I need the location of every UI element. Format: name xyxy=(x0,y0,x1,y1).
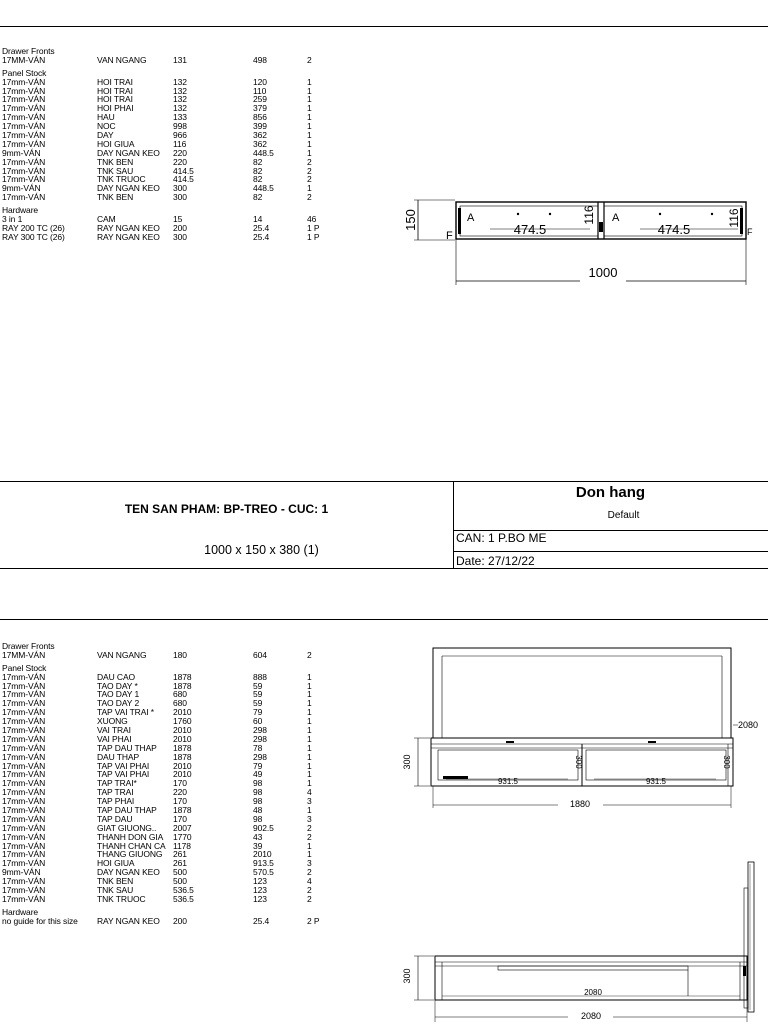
width-cell: 59 xyxy=(253,689,263,700)
material-cell: 17mm-VÁN xyxy=(2,689,46,700)
part-cell: VAI PHAI xyxy=(97,733,132,744)
length-cell: 180 xyxy=(173,649,187,660)
material-cell: RAY 200 TC (26) xyxy=(2,222,65,233)
material-cell: 17mm-VÁN xyxy=(2,885,46,896)
length-cell: 1770 xyxy=(173,831,192,842)
upper-drawing xyxy=(400,190,768,290)
part-cell: TAO DAY 1 xyxy=(97,689,140,700)
section-label: Hardware xyxy=(2,906,39,917)
qty-cell: 2 xyxy=(307,831,312,842)
qty-cell: 1 xyxy=(307,805,312,816)
width-cell: 399 xyxy=(253,121,267,132)
material-cell: 17mm-VÁN xyxy=(2,138,46,149)
material-cell: 17mm-VÁN xyxy=(2,85,46,96)
product-size: 1000 x 150 x 380 (1) xyxy=(204,543,319,557)
material-cell: 17mm-VÁN xyxy=(2,707,46,718)
qty-cell: 1 xyxy=(307,849,312,860)
mid-dim-2: 300 xyxy=(722,755,731,769)
section-label: Panel Stock xyxy=(2,662,47,673)
order-subtitle: Default xyxy=(607,510,640,521)
qty-cell: 1 xyxy=(307,769,312,780)
material-cell: 17MM-VÁN xyxy=(2,54,46,65)
title-block-bottom xyxy=(0,568,768,569)
width-cell: 123 xyxy=(253,893,267,904)
width-cell: 379 xyxy=(253,103,267,114)
table-row xyxy=(2,54,312,65)
tag-f-right: F xyxy=(747,227,753,237)
material-cell: 17mm-VÁN xyxy=(2,760,46,771)
material-cell: 17mm-VÁN xyxy=(2,813,46,824)
width-cell: 298 xyxy=(253,751,267,762)
qty-cell: 1 xyxy=(307,760,312,771)
qty-cell: 2 xyxy=(307,174,312,185)
length-cell: 1178 xyxy=(173,840,191,851)
length-cell: 15 xyxy=(173,214,183,225)
table-row xyxy=(2,649,312,660)
part-cell: VAI TRAI xyxy=(97,725,131,736)
width-cell: 78 xyxy=(253,742,263,753)
part-cell: VAN NGANG xyxy=(97,54,147,65)
part-cell: THANH CHAN CA xyxy=(97,840,166,851)
material-cell: 17mm-VÁN xyxy=(2,849,46,860)
width-cell: 59 xyxy=(253,680,263,691)
width-cell: 25.4 xyxy=(253,231,270,242)
part-cell: CAM xyxy=(97,214,116,225)
length-cell: 966 xyxy=(173,130,187,141)
order-title: Don hang xyxy=(575,484,646,501)
width-cell: 39 xyxy=(253,840,263,851)
part-cell: TAP DAU THAP xyxy=(97,742,157,753)
length-cell: 680 xyxy=(173,698,187,709)
width-cell: 98 xyxy=(253,787,263,798)
length-cell: 132 xyxy=(173,94,187,105)
part-cell: TAP DAU THAP xyxy=(97,805,157,816)
material-cell: 9mm-VÁN xyxy=(2,867,41,878)
width-cell: 110 xyxy=(253,85,267,96)
material-cell: 17mm-VÁN xyxy=(2,858,46,869)
material-cell: 17mm-VÁN xyxy=(2,725,46,736)
qty-cell: 3 xyxy=(307,858,312,869)
qty-cell: 1 xyxy=(307,778,312,789)
width-cell: 25.4 xyxy=(253,915,270,926)
width-cell: 902.5 xyxy=(253,822,274,833)
length-cell: 200 xyxy=(173,915,187,926)
qty-cell: 1 xyxy=(307,121,312,132)
qty-cell: 1 P xyxy=(307,222,320,233)
part-cell: TAP TRAI* xyxy=(97,778,137,789)
length-cell: 414.5 xyxy=(173,174,194,185)
part-cell: TAP PHAI xyxy=(97,796,135,807)
qty-cell: 1 xyxy=(307,147,312,158)
qty-cell: 1 xyxy=(307,725,312,736)
length-cell: 131 xyxy=(173,54,187,65)
width-cell: 913.5 xyxy=(253,858,274,869)
material-cell: 17mm-VÁN xyxy=(2,165,46,176)
qty-cell: 2 xyxy=(307,156,312,167)
material-cell: 17mm-VÁN xyxy=(2,174,46,185)
material-cell: 17mm-VÁN xyxy=(2,103,46,114)
table-row xyxy=(2,192,312,203)
width-cell: 82 xyxy=(253,174,263,185)
qty-cell: 1 xyxy=(307,138,312,149)
width-cell: 98 xyxy=(253,778,263,789)
length-cell: 536.5 xyxy=(173,893,194,904)
can-label: CAN: 1 P.BO ME xyxy=(456,531,547,545)
material-cell: 17mm-VÁN xyxy=(2,796,46,807)
part-cell: TAP VAI TRAI * xyxy=(97,707,155,718)
material-cell: RAY 300 TC (26) xyxy=(2,231,65,242)
width-cell: 888 xyxy=(253,671,267,682)
qty-cell: 1 xyxy=(307,680,312,691)
qty-cell: 1 xyxy=(307,733,312,744)
width-cell: 25.4 xyxy=(253,222,270,233)
width-cell: 82 xyxy=(253,192,263,203)
length-cell: 300 xyxy=(173,183,187,194)
width-cell: 856 xyxy=(253,112,267,123)
part-cell: TNK BEN xyxy=(97,156,134,167)
lower-front-view xyxy=(398,640,768,815)
length-cell: 500 xyxy=(173,867,187,878)
part-cell: DAY xyxy=(97,130,114,141)
part-cell: HOI TRAI xyxy=(97,76,133,87)
table-row xyxy=(2,915,320,926)
width-cell: 259 xyxy=(253,94,267,105)
part-cell: HAU xyxy=(97,112,115,123)
length-cell: 2010 xyxy=(173,769,192,780)
length-cell: 1878 xyxy=(173,742,192,753)
width-cell: 570.5 xyxy=(253,867,274,878)
height-dim: 150 xyxy=(403,209,418,231)
part-cell: HOI PHAI xyxy=(97,103,134,114)
table-row xyxy=(2,231,320,242)
material-cell: 17mm-VÁN xyxy=(2,822,46,833)
qty-cell: 1 xyxy=(307,94,312,105)
width-cell: 123 xyxy=(253,885,267,896)
length-cell: 170 xyxy=(173,796,187,807)
material-cell: 17mm-VÁN xyxy=(2,680,46,691)
part-cell: TAP TRAI xyxy=(97,787,134,798)
material-cell: 17mm-VÁN xyxy=(2,192,46,203)
qty-cell: 1 xyxy=(307,671,312,682)
material-cell: 17mm-VÁN xyxy=(2,76,46,87)
qty-cell: 1 xyxy=(307,76,312,87)
lower-side-view xyxy=(398,858,768,1024)
qty-cell: 2 xyxy=(307,885,312,896)
length-cell: 220 xyxy=(173,147,187,158)
mid-dim-1: 300 xyxy=(574,755,583,769)
part-cell: TAP DAU xyxy=(97,813,133,824)
length-cell: 1760 xyxy=(173,716,192,727)
section-label: Hardware xyxy=(2,205,39,216)
qty-cell: 1 xyxy=(307,707,312,718)
length-cell: 414.5 xyxy=(173,165,194,176)
width-cell: 448.5 xyxy=(253,147,274,158)
part-cell: TAP VAI PHAI xyxy=(97,760,150,771)
width-cell: 2010 xyxy=(253,849,272,860)
part-cell: NOC xyxy=(97,121,116,132)
material-cell: 3 in 1 xyxy=(2,214,23,225)
part-cell: TAO DAY * xyxy=(97,680,138,691)
qty-cell: 4 xyxy=(307,787,312,798)
qty-cell: 1 xyxy=(307,742,312,753)
width-cell: 98 xyxy=(253,813,263,824)
length-cell: 133 xyxy=(173,112,187,123)
part-cell: TNK BEN xyxy=(97,192,134,203)
width-dim: 1000 xyxy=(588,265,618,280)
material-cell: 17mm-VÁN xyxy=(2,751,46,762)
material-cell: 17mm-VÁN xyxy=(2,805,46,816)
material-cell: 17mm-VÁN xyxy=(2,733,46,744)
material-cell: 17mm-VÁN xyxy=(2,716,46,727)
material-cell: 17mm-VÁN xyxy=(2,893,46,904)
width-cell: 362 xyxy=(253,130,267,141)
material-cell: 17mm-VÁN xyxy=(2,698,46,709)
length-cell: 116 xyxy=(173,138,187,149)
part-cell: DAY NGAN KEO xyxy=(97,183,160,194)
width-cell: 79 xyxy=(253,760,263,771)
length-cell: 132 xyxy=(173,103,187,114)
length-cell: 1878 xyxy=(173,751,192,762)
part-cell: TAP VAI PHAI xyxy=(97,769,150,780)
length-cell: 2010 xyxy=(173,760,192,771)
length-cell: 170 xyxy=(173,778,187,789)
lower-cut-list xyxy=(2,641,320,926)
qty-cell: 1 xyxy=(307,130,312,141)
length-cell: 680 xyxy=(173,689,187,700)
material-cell: 17mm-VÁN xyxy=(2,121,46,132)
material-cell: 17mm-VÁN xyxy=(2,130,46,141)
qty-cell: 2 P xyxy=(307,915,320,926)
length-cell: 1878 xyxy=(173,671,192,682)
part-cell: XUONG xyxy=(97,716,128,727)
qty-cell: 1 xyxy=(307,103,312,114)
length-cell: 261 xyxy=(173,858,187,869)
qty-cell: 3 xyxy=(307,813,312,824)
width-cell: 604 xyxy=(253,649,267,660)
width-cell: 59 xyxy=(253,698,263,709)
length-cell: 220 xyxy=(173,787,187,798)
material-cell: 17mm-VÁN xyxy=(2,840,46,851)
part-cell: TNK TRUOC xyxy=(97,174,146,185)
tag-a-right: A xyxy=(612,212,620,224)
qty-cell: 1 xyxy=(307,840,312,851)
qty-cell: 2 xyxy=(307,822,312,833)
width-cell: 48 xyxy=(253,805,263,816)
part-cell: HOI TRAI xyxy=(97,85,133,96)
part-cell: RAY NGAN KEO xyxy=(97,231,160,242)
length-cell: 998 xyxy=(173,121,187,132)
qty-cell: 1 P xyxy=(307,231,320,242)
length-cell: 2010 xyxy=(173,725,192,736)
lower-sheet-top xyxy=(0,619,768,620)
top-border xyxy=(0,26,768,27)
qty-cell: 3 xyxy=(307,796,312,807)
qty-cell: 1 xyxy=(307,751,312,762)
section-label: Drawer Fronts xyxy=(2,641,55,651)
part-cell: RAY NGAN KEO xyxy=(97,222,160,233)
length-cell: 300 xyxy=(173,192,187,203)
part-cell: TNK BEN xyxy=(97,876,134,887)
width-cell: 82 xyxy=(253,156,263,167)
width-cell: 98 xyxy=(253,796,263,807)
material-cell: 17mm-VÁN xyxy=(2,769,46,780)
qty-cell: 2 xyxy=(307,192,312,203)
part-cell: THANG GIUONG xyxy=(97,849,163,860)
part-cell: TNK SAU xyxy=(97,885,134,896)
section-label: Panel Stock xyxy=(2,67,47,78)
part-cell: TAO DAY 2 xyxy=(97,698,140,709)
width-cell: 498 xyxy=(253,54,267,65)
part-cell: RAY NGAN KEO xyxy=(97,915,160,926)
qty-cell: 2 xyxy=(307,649,312,660)
length-cell: 2010 xyxy=(173,707,192,718)
qty-cell: 1 xyxy=(307,183,312,194)
part-cell: DAY NGAN KEO xyxy=(97,147,160,158)
length-cell: 1878 xyxy=(173,805,192,816)
material-cell: 17mm-VÁN xyxy=(2,831,46,842)
width-dim-side: 2080 xyxy=(580,1011,602,1021)
part-cell: TNK SAU xyxy=(97,165,134,176)
qty-cell: 1 xyxy=(307,85,312,96)
bay2-dim: 931.5 xyxy=(645,777,667,786)
product-name: TEN SAN PHAM: BP-TREO - CUC: 1 xyxy=(124,502,329,516)
width-cell: 49 xyxy=(253,769,263,780)
material-cell: 17mm-VÁN xyxy=(2,156,46,167)
part-cell: THANH DON GIA xyxy=(97,831,164,842)
qty-cell: 2 xyxy=(307,893,312,904)
width-cell: 60 xyxy=(253,716,263,727)
length-cell: 1878 xyxy=(173,680,192,691)
right-bay-dim: 474.5 xyxy=(657,222,691,237)
base-height-dim: 300 xyxy=(402,754,412,770)
width-cell: 123 xyxy=(253,876,267,887)
length-cell: 500 xyxy=(173,876,187,887)
part-cell: DAY NGAN KEO xyxy=(97,867,160,878)
qty-cell: 2 xyxy=(307,867,312,878)
length-cell: 132 xyxy=(173,85,187,96)
left-bay-dim: 474.5 xyxy=(513,222,547,237)
length-cell: 300 xyxy=(173,231,187,242)
length-cell: 200 xyxy=(173,222,187,233)
width-cell: 448.5 xyxy=(253,183,274,194)
upper-cut-list xyxy=(2,46,320,242)
qty-cell: 46 xyxy=(307,214,317,225)
length-cell: 132 xyxy=(173,76,187,87)
width-cell: 298 xyxy=(253,733,267,744)
overall-height-dim: 2080 xyxy=(738,720,759,730)
section-label: Drawer Fronts xyxy=(2,46,55,56)
mid-dim: 116 xyxy=(582,205,596,225)
bay1-dim: 931.5 xyxy=(497,777,519,786)
width-dim-front: 1880 xyxy=(569,799,591,809)
length-cell: 2007 xyxy=(173,822,192,833)
material-cell: no guide for this size xyxy=(2,915,78,926)
width-cell: 14 xyxy=(253,214,263,225)
length-cell: 261 xyxy=(173,849,187,860)
qty-cell: 1 xyxy=(307,698,312,709)
qty-cell: 1 xyxy=(307,112,312,123)
part-cell: DAU THAP xyxy=(97,751,140,762)
tag-f-left: F xyxy=(446,230,453,242)
tag-a-left: A xyxy=(467,212,475,224)
material-cell: 9mm-VÁN xyxy=(2,183,41,194)
width-cell: 79 xyxy=(253,707,263,718)
part-cell: DAU CAO xyxy=(97,671,136,682)
material-cell: 9mm-VÁN xyxy=(2,147,41,158)
table-row xyxy=(2,893,312,904)
length-cell: 170 xyxy=(173,813,187,824)
width-cell: 82 xyxy=(253,165,263,176)
material-cell: 17mm-VÁN xyxy=(2,94,46,105)
width-cell: 362 xyxy=(253,138,267,149)
qty-cell: 2 xyxy=(307,165,312,176)
date-label: Date: 27/12/22 xyxy=(456,554,535,568)
part-cell: GIAT GIUONG.. xyxy=(97,822,157,833)
width-cell: 120 xyxy=(253,76,267,87)
material-cell: 17mm-VÁN xyxy=(2,778,46,789)
part-cell: HOI GIUA xyxy=(97,138,135,149)
material-cell: 17mm-VÁN xyxy=(2,787,46,798)
qty-cell: 2 xyxy=(307,54,312,65)
title-block-top xyxy=(0,481,768,482)
material-cell: 17mm-VÁN xyxy=(2,671,46,682)
material-cell: 17MM-VÁN xyxy=(2,649,46,660)
qty-cell: 1 xyxy=(307,716,312,727)
inner-width-dim: 2080 xyxy=(584,988,602,997)
length-cell: 536.5 xyxy=(173,885,194,896)
width-cell: 43 xyxy=(253,831,263,842)
qty-cell: 4 xyxy=(307,876,312,887)
side-height-dim: 300 xyxy=(402,968,412,984)
material-cell: 17mm-VÁN xyxy=(2,742,46,753)
part-cell: HOI GIUA xyxy=(97,858,135,869)
material-cell: 17mm-VÁN xyxy=(2,876,46,887)
length-cell: 220 xyxy=(173,156,187,167)
material-cell: 17mm-VÁN xyxy=(2,112,46,123)
length-cell: 2010 xyxy=(173,733,192,744)
width-cell: 298 xyxy=(253,725,267,736)
qty-cell: 1 xyxy=(307,689,312,700)
part-cell: TNK TRUOC xyxy=(97,893,146,904)
part-cell: VAN NGANG xyxy=(97,649,147,660)
part-cell: HOI TRAI xyxy=(97,94,133,105)
right-end-dim: 116 xyxy=(727,208,741,228)
